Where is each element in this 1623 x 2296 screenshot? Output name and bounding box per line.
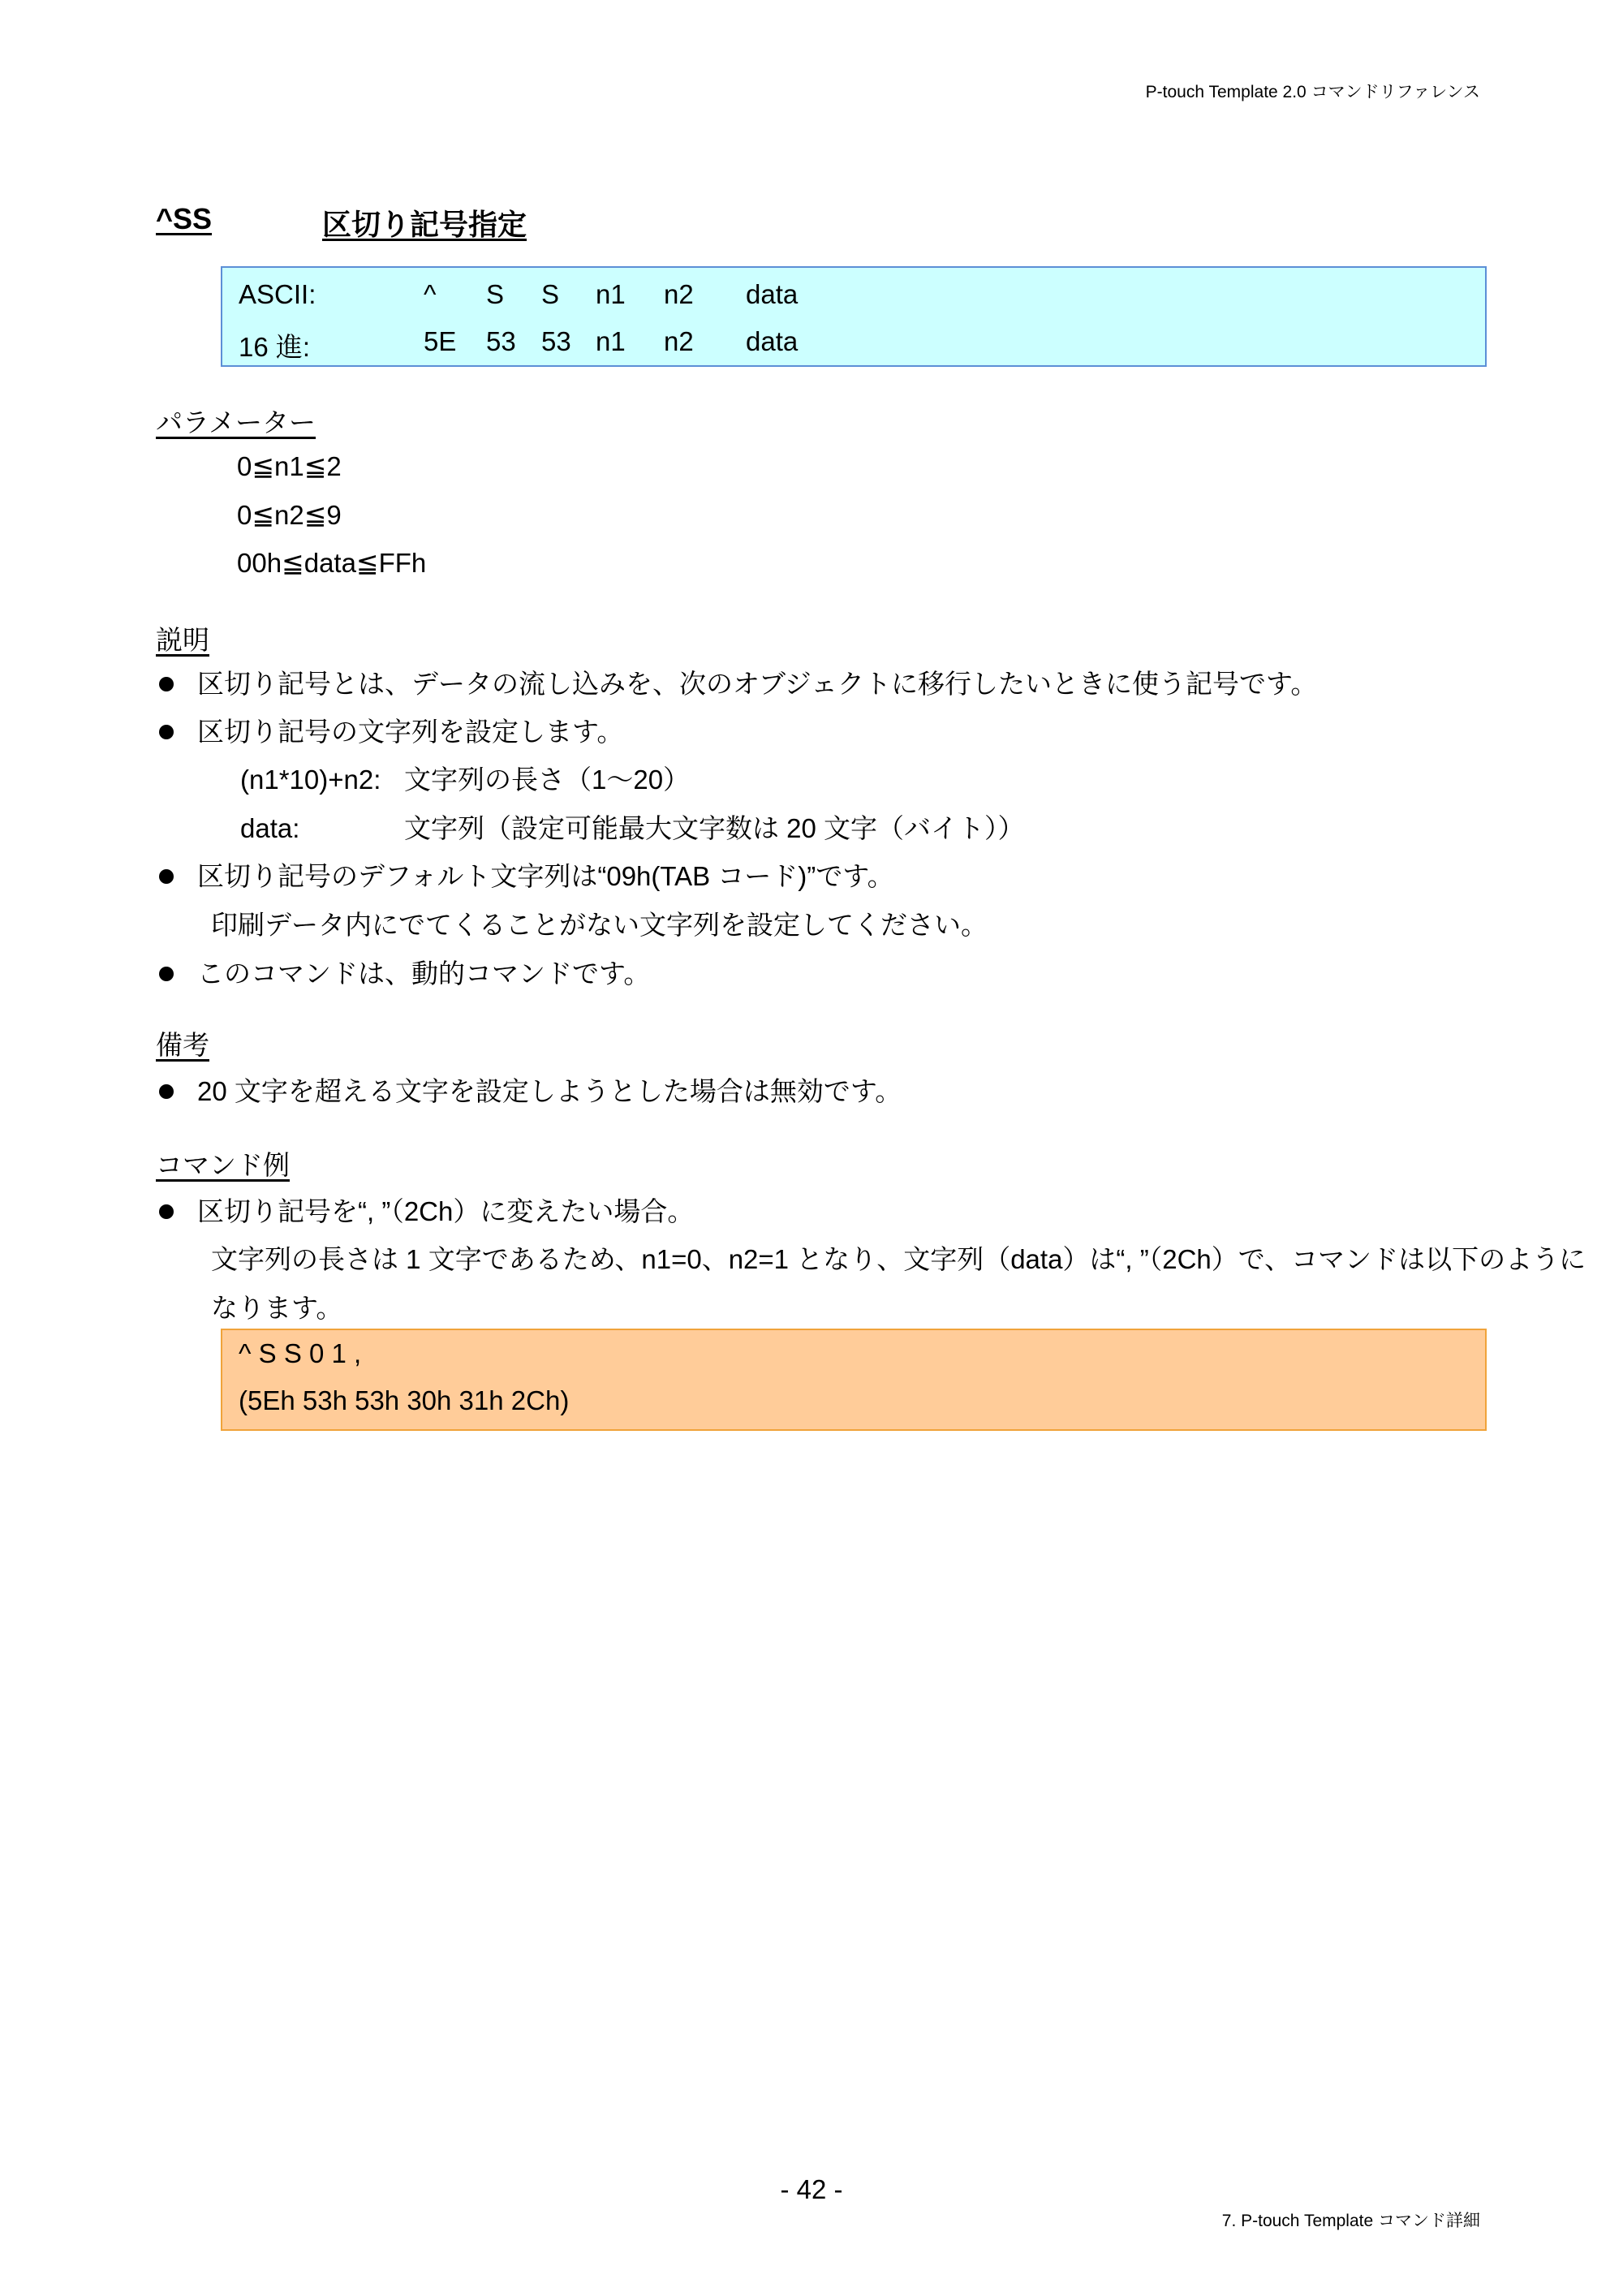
parameter-n1: 0≦n1≦2 [237,451,342,481]
description-bullet-3: 区切り記号のデフォルト文字列は“09h(TAB コード)”です。 [197,861,894,891]
sub-item-2-value: 文字列（設定可能最大文字数は 20 文字（バイト）） [404,813,1025,843]
parameter-n2: 0≦n2≦9 [237,500,342,530]
description-bullet-1: 区切り記号とは、データの流し込みを、次のオブジェクトに移行したいときに使う記号です。 [197,669,1318,699]
ascii-col-3: S [541,279,560,309]
notes-bullet-1: 20 文字を超える文字を設定しようとした場合は無効です。 [197,1076,902,1106]
example-heading: コマンド例 [156,1150,290,1180]
hex-col-4: n1 [596,326,626,356]
bullet-icon [159,677,174,691]
running-header: P-touch Template 2.0 コマンドリファレンス [1145,83,1480,101]
example-bullet-1: 区切り記号を“, ”（2Ch）に変えたい場合。 [197,1196,695,1226]
ascii-col-6: data [746,279,799,309]
example-code-box [221,1329,1487,1431]
example-explanation: 文字列の長さは 1 文字であるため、n1=0、n2=1 となり、文字列（data）は“, ”（2Ch）で、コマンドは以下のように [211,1244,1586,1274]
bullet-icon [159,1204,174,1219]
chapter-footer: 7. P-touch Template コマンド詳細 [1221,2212,1480,2230]
bullet-icon [159,869,174,884]
description-bullet-3-cont: 印刷データ内にでてくることがない文字列を設定してください。 [211,910,988,940]
description-bullet-4: このコマンドは、動的コマンドです。 [197,958,651,989]
command-code: ^SS [156,202,213,235]
page-number: - 42 - [780,2174,843,2204]
ascii-col-5: n2 [664,279,694,309]
ascii-col-1: ^ [424,279,437,309]
sub-item-1-value: 文字列の長さ（1〜20） [404,765,691,795]
example-code-line-1: ^ S S 0 1 , [239,1338,362,1368]
sub-item-1-label: (n1*10)+n2: [240,765,381,795]
hex-label: 16 進: [239,332,311,362]
command-title: 区切り記号指定 [322,208,527,241]
example-explanation-cont: なります。 [211,1293,343,1323]
ascii-col-2: S [486,279,505,309]
ascii-col-4: n1 [596,279,626,309]
hex-col-3: 53 [541,326,571,356]
syntax-box [221,266,1487,367]
hex-col-2: 53 [486,326,516,356]
description-heading: 説明 [156,625,209,655]
notes-heading: 備考 [156,1030,209,1060]
bullet-icon [159,967,174,981]
parameters-heading: パラメーター [156,407,316,437]
hex-col-1: 5E [424,326,457,356]
bullet-icon [159,1084,174,1099]
hex-col-5: n2 [664,326,694,356]
sub-item-2-label: data: [240,813,300,843]
parameter-data: 00h≦data≦FFh [237,548,427,578]
bullet-icon [159,725,174,739]
example-code-line-2: (5Eh 53h 53h 30h 31h 2Ch) [239,1385,570,1415]
description-bullet-2: 区切り記号の文字列を設定します。 [197,717,624,747]
hex-col-6: data [746,326,799,356]
ascii-label: ASCII: [239,279,316,309]
